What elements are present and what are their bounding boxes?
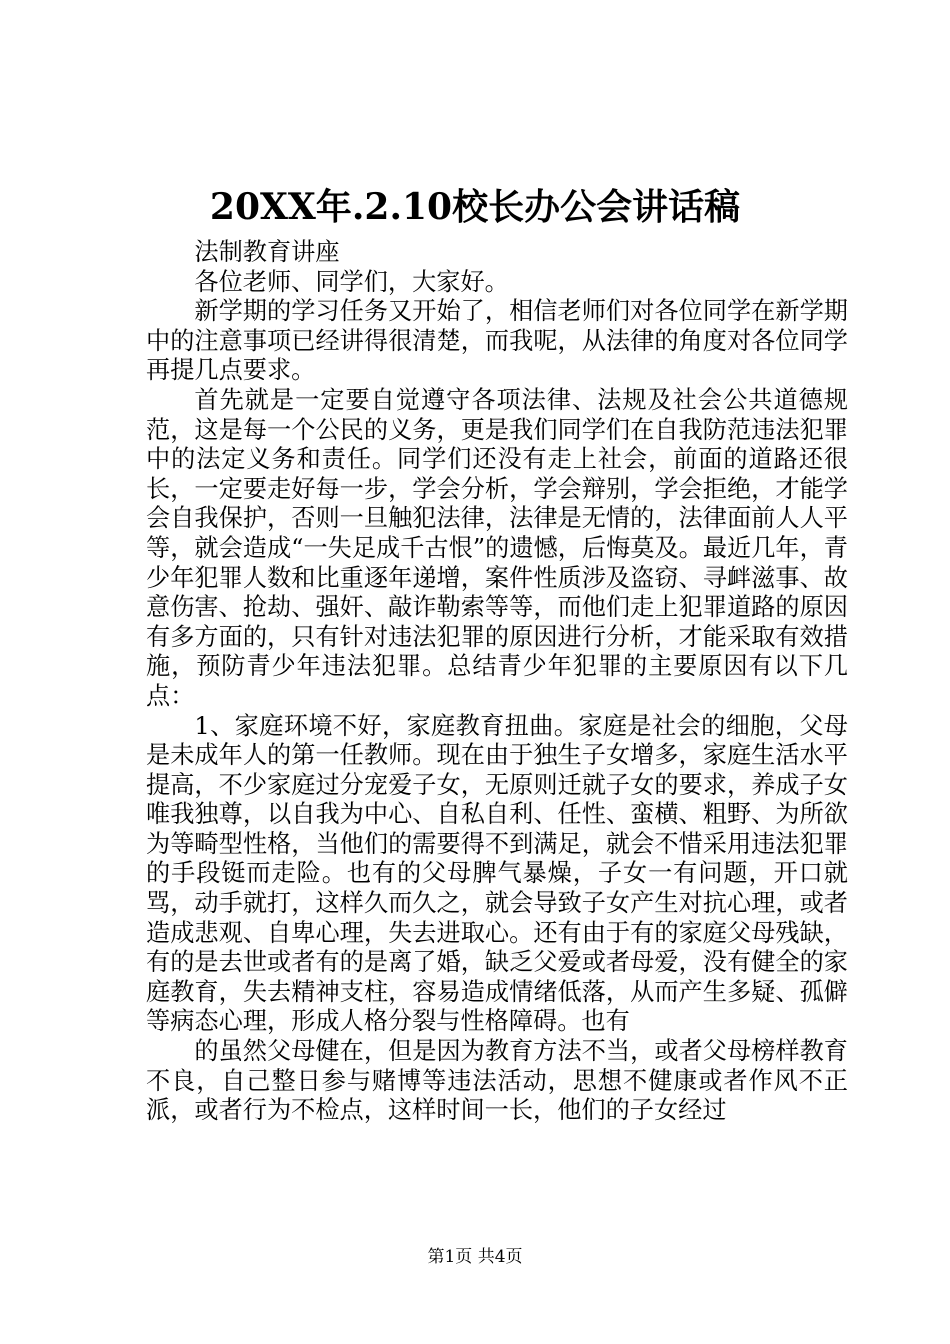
paragraph-subtitle: 法制教育讲座 [194, 238, 340, 266]
paragraph-greeting: 各位老师、同学们，大家好。 [194, 267, 509, 296]
page-footer: 第1页 共4页 [427, 1247, 523, 1267]
paragraph-first-point: 首先就是一定要自觉遵守各项法律、法规及社会公共道德规范，这是每一个公民的义务，更是我们同学们在自我防范违法犯罪中的法定义务和责任。同学们还没有走上社会，前面的道路还很长，一定要走好每一步，学会分析，学会辩别，学会拒绝，才能学会自我保护，否则一旦触犯法律，法律是无情的，法律面前人人平等，就会造成“一失足成千古恨”的遗憾，后悔莫及。最近几年，青少年犯罪人数和比重逐年递增，案件性质涉及盗窃、寻衅滋事、故意伤害、抢劫、强奸、敲诈勒索等等，而他们走上犯罪道路的原因有多方面的，只有针对违法犯罪的原因进行分析，才能采取有效措施，预防青少年违法犯罪。总结青少年犯罪的主要原因有以下几点： [146, 385, 848, 710]
paragraph-intro: 新学期的学习任务又开始了，相信老师们对各位同学在新学期中的注意事项已经讲得很清楚，而我呢，从法律的角度对各位同学再提几点要求。 [146, 297, 848, 385]
paragraph-family-environment: 1、家庭环境不好，家庭教育扭曲。家庭是社会的细胞，父母是未成年人的第一任教师。现在由于独生子女增多，家庭生活水平提高，不少家庭过分宠爱子女，无原则迁就子女的要求，养成子女唯我独尊，以自我为中心、自私自利、任性、蛮横、粗野、为所欲为等畸型性格，当他们的需要得不到满足，就会不惜采用违法犯罪的手段铤而走险。也有的父母脾气暴燥，子女一有问题，开口就骂，动手就打，这样久而久之，就会导致子女产生对抗心理，或者造成悲观、自卑心理，失去进取心。还有由于有的家庭父母残缺，有的是去世或者有的是离了婚，缺乏父爱或者母爱，没有健全的家庭教育，失去精神支柱，容易造成情绪低落，从而产生多疑、孤僻等病态心理，形成人格分裂与性格障碍。也有 [146, 711, 848, 1036]
paragraph-parents-example: 的虽然父母健在，但是因为教育方法不当，或者父母榜样教育不良，自己整日参与赌博等违法活动，思想不健康或者作风不正派，或者行为不检点，这样时间一长，他们的子女经过 [146, 1037, 848, 1125]
document-title: 20XX年.2.10校长办公会讲话稿 [209, 186, 741, 228]
document-body [146, 238, 848, 1126]
